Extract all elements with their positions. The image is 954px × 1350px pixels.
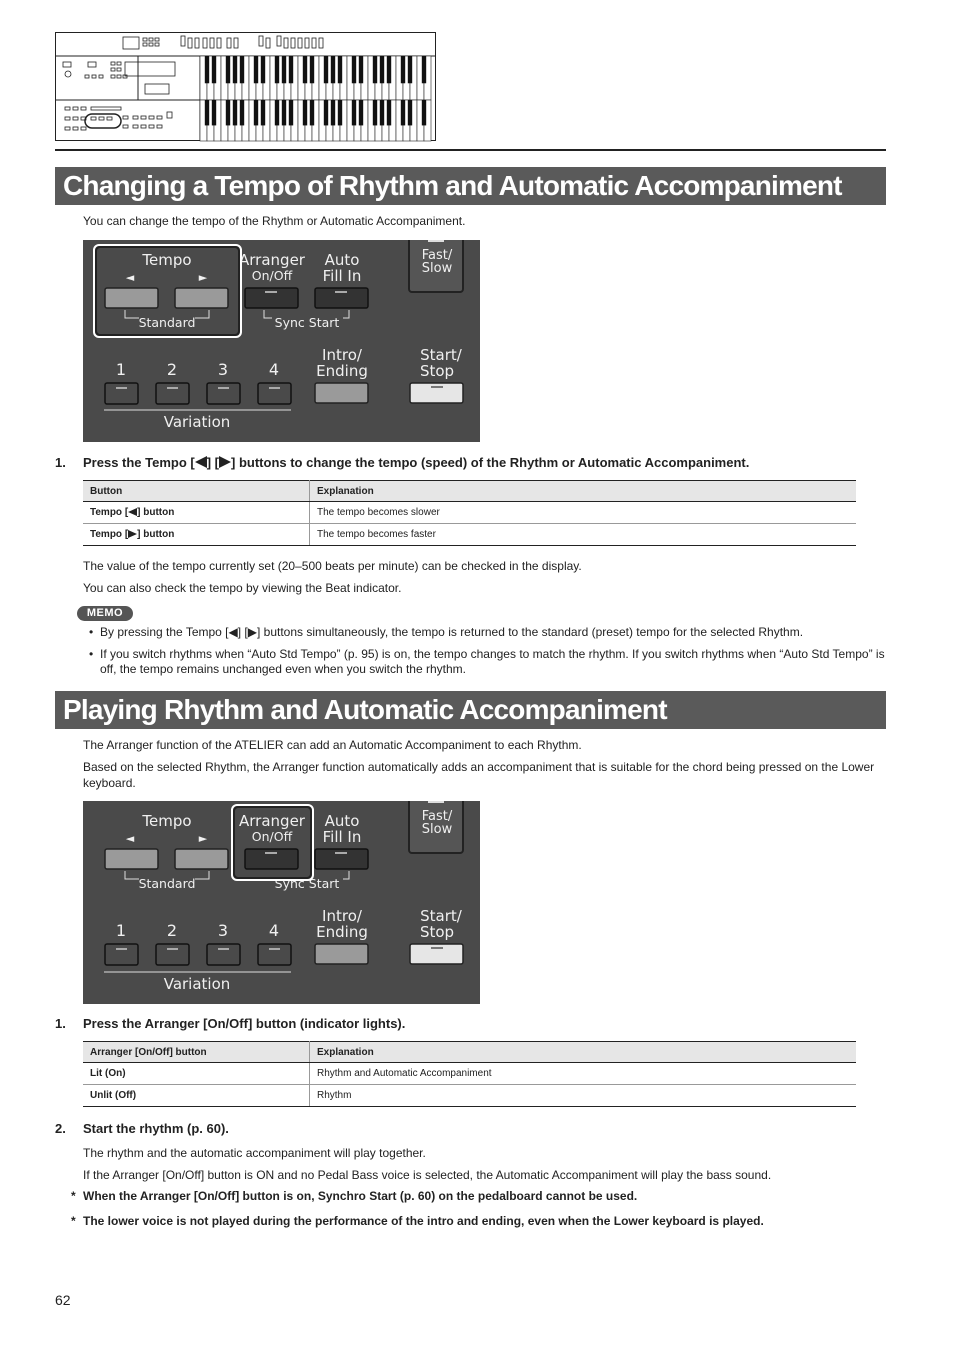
panel-illustration-arranger (83, 801, 480, 1004)
svg-text:Fill In: Fill In (322, 267, 362, 285)
memo-item: • If you switch rhythms when “Auto Std Tempo” (p. 95) is on, the tempo changes to match the rhythm. If you switch rhythms when “Auto Std Tempo” is off, the tempo remains unchanged even when you switch the rhythm. (89, 647, 885, 676)
tempo-step-1: Press the Tempo [ ] [ ] buttons to change the tempo (speed) of the Rhythm or Automatic Accompaniment. (83, 455, 750, 470)
svg-text:Ending: Ending (316, 362, 368, 380)
memo-badge: MEMO (77, 606, 133, 621)
left-arrow-icon (195, 456, 207, 468)
svg-text:Auto: Auto (324, 251, 360, 269)
organ-overview-illustration (55, 32, 437, 142)
tempo-up-button[interactable] (175, 849, 228, 869)
panel-illustration-tempo (83, 240, 480, 442)
svg-text:Standard: Standard (138, 315, 196, 330)
arranger-step-2: Start the rhythm (p. 60). (83, 1121, 229, 1136)
variation-4-button[interactable] (258, 383, 291, 404)
svg-text:4: 4 (268, 360, 280, 379)
svg-text:1: 1 (115, 921, 127, 940)
svg-text:Arranger: Arranger (239, 812, 305, 830)
tempo-label: Tempo (142, 251, 192, 269)
table-row: Lit (On) Rhythm and Automatic Accompaniment (83, 1063, 856, 1085)
note-item: * The lower voice is not played during the performance of the intro and ending, even when the Lower keyboard is played. (71, 1214, 764, 1228)
table-row: Unlit (Off) Rhythm (83, 1085, 856, 1107)
memo-item: • By pressing the Tempo [◀] [▶] buttons simultaneously, the tempo is returned to the standard (preset) tempo for the selected Rhythm. (89, 625, 804, 639)
table-row: Tempo [ ] button The tempo becomes faster (83, 524, 856, 546)
svg-text:Variation: Variation (163, 975, 231, 993)
svg-text:4: 4 (268, 921, 280, 940)
beat-indicator-text: You can also check the tempo by viewing the Beat indicator. (83, 581, 402, 595)
svg-text:◄: ◄ (125, 271, 135, 284)
svg-text:Sync Start: Sync Start (274, 315, 340, 330)
play-together-text: The rhythm and the automatic accompaniment will play together. (83, 1146, 426, 1160)
svg-text:Stop: Stop (419, 362, 455, 380)
svg-text:Tempo: Tempo (142, 812, 192, 830)
svg-text:Intro/: Intro/ (322, 346, 362, 364)
arranger-step-1: Press the Arranger [On/Off] button (indicator lights). (83, 1016, 406, 1031)
svg-text:1: 1 (115, 360, 127, 379)
svg-text:◄: ◄ (125, 832, 135, 845)
svg-text:Standard: Standard (138, 876, 196, 891)
tempo-intro-text: You can change the tempo of the Rhythm or Automatic Accompaniment. (83, 214, 466, 228)
arranger-intro-text: The Arranger function of the ATELIER can add an Automatic Accompaniment to each Rhythm. (83, 738, 582, 752)
svg-text:Sync Start: Sync Start (274, 876, 340, 891)
svg-text:Variation: Variation (163, 413, 231, 431)
page-number: 62 (55, 1292, 71, 1308)
svg-text:3: 3 (217, 360, 229, 379)
svg-text:Arranger: Arranger (239, 251, 305, 269)
intro-ending-button[interactable] (315, 383, 368, 403)
svg-text:Fast/: Fast/ (421, 248, 453, 263)
arranger-state-table: Arranger [On/Off] button Explanation Lit (On) Rhythm and Automatic Accompaniment Unlit (Off) Rhythm (83, 1041, 856, 1107)
tempo-button-table: Button Explanation Tempo [ ] button The tempo becomes slower Tempo [ ] button The tempo becomes faster (83, 480, 856, 546)
right-arrow-icon (128, 530, 137, 538)
bass-sound-text: If the Arranger [On/Off] button is ON and no Pedal Bass voice is selected, the Automatic Accompaniment will play the bass sound. (83, 1168, 772, 1182)
svg-text:On/Off: On/Off (251, 268, 293, 283)
variation-3-button[interactable] (207, 383, 240, 404)
variation-1-button[interactable] (105, 944, 138, 965)
left-arrow-icon (128, 508, 137, 516)
table-row: Tempo [ ] button The tempo becomes slower (83, 502, 856, 524)
variation-4-button[interactable] (258, 944, 291, 965)
intro-ending-button[interactable] (315, 944, 368, 964)
svg-text:Auto: Auto (324, 812, 360, 830)
variation-1-button[interactable] (105, 383, 138, 404)
svg-text:Intro/: Intro/ (322, 907, 362, 925)
svg-text:Start/: Start/ (420, 346, 462, 364)
tempo-down-button[interactable] (105, 849, 158, 869)
svg-text:Start/: Start/ (420, 907, 462, 925)
svg-text:Fill In: Fill In (322, 828, 362, 846)
tempo-up-button[interactable] (175, 288, 228, 308)
tempo-down-button[interactable] (105, 288, 158, 308)
svg-text:►: ► (198, 271, 208, 284)
svg-text:2: 2 (166, 360, 178, 379)
svg-text:Ending: Ending (316, 923, 368, 941)
svg-text:►: ► (198, 832, 208, 845)
variation-2-button[interactable] (156, 944, 189, 965)
variation-2-button[interactable] (156, 383, 189, 404)
section-title-tempo: Changing a Tempo of Rhythm and Automatic Accompaniment (55, 167, 886, 205)
svg-text:On/Off: On/Off (251, 829, 293, 844)
variation-3-button[interactable] (207, 944, 240, 965)
note-item: * When the Arranger [On/Off] button is on, Synchro Start (p. 60) on the pedalboard cannot be used. (71, 1189, 638, 1203)
tempo-range-text: The value of the tempo currently set (20–500 beats per minute) can be checked in the display. (83, 559, 582, 573)
svg-text:Slow: Slow (421, 822, 453, 837)
header-rule (55, 149, 886, 151)
svg-text:Fast/: Fast/ (421, 809, 453, 824)
arranger-intro-text-2: Based on the selected Rhythm, the Arranger function automatically adds an accompaniment that is suitable for the chord being pressed on the Lower keyboard. (83, 760, 875, 790)
svg-text:Slow: Slow (421, 261, 453, 276)
svg-text:Stop: Stop (419, 923, 455, 941)
svg-text:2: 2 (166, 921, 178, 940)
right-arrow-icon (219, 456, 231, 468)
section-title-arranger: Playing Rhythm and Automatic Accompaniment (55, 691, 886, 729)
svg-text:3: 3 (217, 921, 229, 940)
